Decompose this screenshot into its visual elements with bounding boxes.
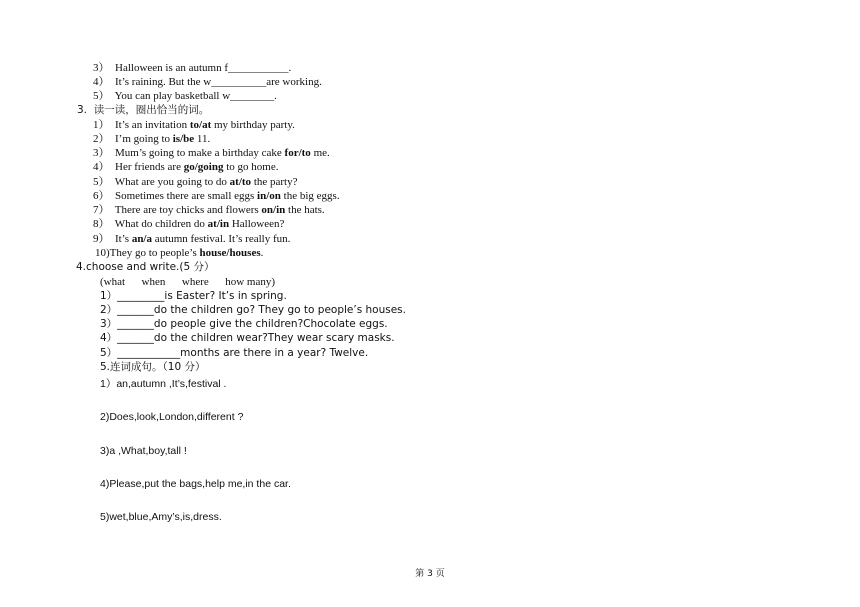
circle-item-4: 4） Her friends are go/going to go home.: [93, 161, 279, 173]
circle-item-10: 10)They go to people’s house/houses.: [95, 247, 264, 259]
reorder-item-3: 3)a ,What,boy,tall !: [100, 445, 187, 457]
choose-item-2: 2）_______do the children go? They go to people’s houses.: [100, 304, 406, 316]
circle-item-6: 6） Sometimes there are small eggs in/on the big eggs.: [93, 190, 340, 202]
reorder-item-5: 5)wet,blue,Amy’s,is,dress.: [100, 511, 222, 523]
choose-item-5: 5）____________months are there in a year? Twelve.: [100, 347, 369, 359]
word-bank: (what when where how many): [100, 276, 276, 288]
blank-item-5: 5） You can play basketball w________.: [93, 90, 277, 102]
circle-item-7: 7） There are toy chicks and flowers on/in the hats.: [93, 204, 325, 216]
choose-item-1: 1）_________is Easter? It’s in spring.: [100, 290, 287, 302]
circle-item-3: 3） Mum’s going to make a birthday cake for/to me.: [93, 147, 330, 159]
reorder-item-4: 4)Please,put the bags,help me,in the car.: [100, 478, 291, 490]
reorder-item-1: 1）an,autumn ,It’s,festival .: [100, 378, 227, 390]
blank-item-4: 4） It’s raining. But the w__________are working.: [93, 76, 322, 88]
circle-item-9: 9） It’s an/a autumn festival. It’s really fun.: [93, 233, 291, 245]
circle-item-8: 8） What do children do at/in Halloween?: [93, 218, 285, 230]
circle-item-1: 1） It’s an invitation to/at my birthday party.: [93, 119, 295, 131]
section-5-heading: 5.连词成句。（10 分）: [100, 361, 206, 373]
choose-item-3: 3）_______do people give the children?Chocolate eggs.: [100, 318, 388, 330]
section-4-heading: 4.choose and write.(5 分）: [76, 261, 215, 273]
reorder-item-2: 2)Does,look,London,different ?: [100, 411, 244, 423]
blank-item-3: 3） Halloween is an autumn f___________.: [93, 62, 292, 74]
section-3-heading: 3. 读一读，圈出恰当的词。: [77, 104, 210, 116]
circle-item-2: 2） I’m going to is/be 11.: [93, 133, 211, 145]
choose-item-4: 4）_______do the children wear?They wear scary masks.: [100, 332, 395, 344]
circle-item-5: 5） What are you going to do at/to the party?: [93, 176, 298, 188]
page-number: 第 3 页: [415, 569, 445, 579]
